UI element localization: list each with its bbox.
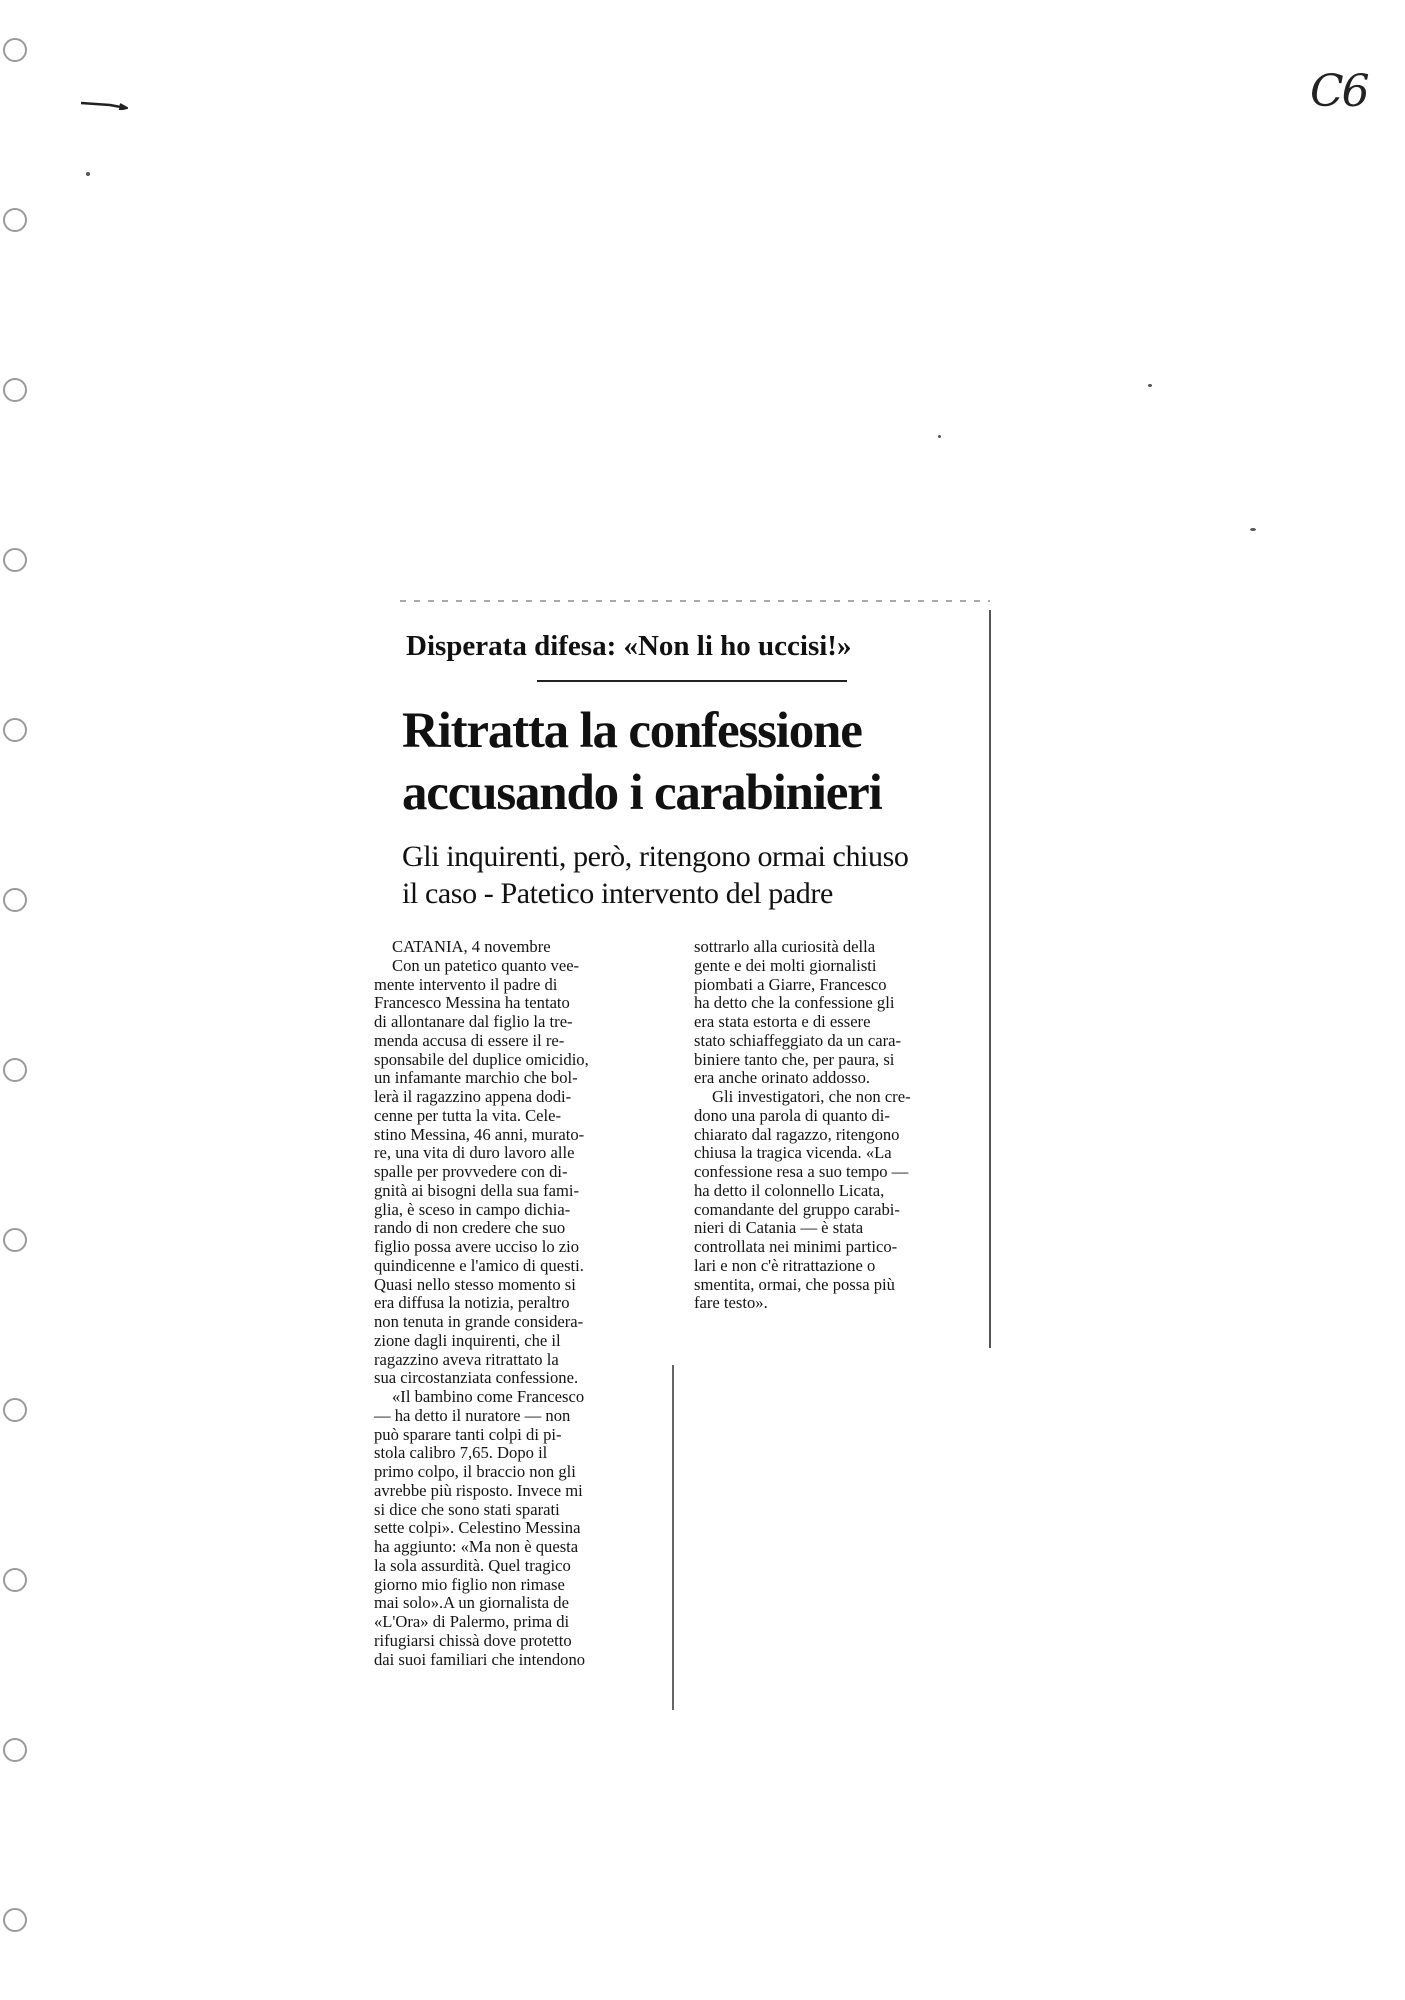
- text-line: stino Messina, 46 anni, murato-: [374, 1124, 585, 1144]
- article-headline: [402, 700, 994, 824]
- text-line: — ha detto il nuratore — non: [374, 1405, 571, 1425]
- text-line: «Il bambino come Francesco: [392, 1387, 585, 1406]
- text-line: lari e non c'è ritrattazione o: [694, 1255, 876, 1275]
- punch-hole: [3, 548, 27, 572]
- article-column-2: [694, 938, 984, 1313]
- text-line: fare testo».: [694, 1293, 768, 1313]
- punch-hole: [3, 1568, 27, 1592]
- subhead-line: Gli inquirenti, però, ritengono ormai chiuso: [402, 840, 909, 873]
- text-line: stato schiaffeggiato da un cara-: [694, 1030, 902, 1050]
- text-line: zione dagli inquirenti, che il: [374, 1330, 561, 1350]
- speck: [1148, 384, 1152, 387]
- page-number-mark: C6: [1310, 66, 1368, 117]
- text-line: stola calibro 7,65. Dopo il: [374, 1443, 548, 1463]
- pen-mark-icon: [80, 100, 128, 110]
- text-line: sponsabile del duplice omicidio,: [374, 1049, 589, 1069]
- text-line: era stata estorta e di essere: [694, 1012, 871, 1031]
- text-line: di allontanare dal figlio la tre-: [374, 1012, 573, 1031]
- subhead-line: il caso - Patetico intervento del padre: [402, 877, 833, 910]
- punch-hole: [3, 1228, 27, 1252]
- text-line: chiarato dal ragazzo, ritengono: [694, 1124, 900, 1144]
- text-line: può sparare tanti colpi di pi-: [374, 1424, 562, 1444]
- text-line: sottrarlo alla curiosità della: [694, 937, 876, 956]
- text-line: spalle per provvedere con di-: [374, 1162, 568, 1181]
- headline-line: Ritratta la confessione: [402, 703, 862, 759]
- text-line: biniere tanto che, per paura, si: [694, 1049, 895, 1069]
- text-line: lerà il ragazzino appena dodi-: [374, 1087, 572, 1106]
- text-line: un infamante marchio che bol-: [374, 1068, 578, 1088]
- text-line: chiusa la tragica vicenda. «La: [694, 1143, 892, 1163]
- text-line: era diffusa la notizia, peraltro: [374, 1293, 570, 1313]
- punch-hole: [3, 38, 27, 62]
- article-subhead: [402, 838, 994, 912]
- punch-hole: [3, 1058, 27, 1082]
- text-line: Con un patetico quanto vee-: [392, 955, 580, 975]
- text-line: nieri di Catania — è stata: [694, 1218, 864, 1238]
- speck: [1250, 528, 1256, 531]
- text-line: sette colpi». Celestino Messina: [374, 1518, 581, 1538]
- text-line: la sola assurdità. Quel tragico: [374, 1555, 571, 1575]
- text-line: mai solo».A un giornalista de: [374, 1593, 569, 1613]
- text-line: gente e dei molti giornalisti: [694, 955, 877, 975]
- text-line: non tenuta in grande considera-: [374, 1312, 584, 1331]
- text-line: Gli investigatori, che non cre-: [712, 1087, 911, 1106]
- text-line: CATANIA, 4 novembre: [392, 937, 551, 956]
- article-kicker: Disperata difesa: «Non li ho uccisi!»: [406, 630, 852, 662]
- clipping-top-edge: [400, 600, 990, 602]
- text-line: dono una parola di quanto di-: [694, 1105, 890, 1125]
- text-line: ha detto il colonnello Licata,: [694, 1180, 885, 1200]
- text-line: Francesco Messina ha tentato: [374, 993, 570, 1013]
- text-line: glia, è sceso in campo dichia-: [374, 1199, 571, 1219]
- text-line: piombati a Giarre, Francesco: [694, 974, 887, 994]
- punch-hole: [3, 1398, 27, 1422]
- text-line: confessione resa a suo tempo —: [694, 1162, 909, 1181]
- punch-hole: [3, 378, 27, 402]
- text-line: rando di non credere che suo: [374, 1218, 566, 1238]
- speck: [938, 435, 941, 438]
- text-line: Quasi nello stesso momento si: [374, 1274, 576, 1294]
- punch-hole: [3, 1908, 27, 1932]
- text-line: comandante del gruppo carabi-: [694, 1199, 900, 1219]
- article-column-1: [374, 938, 664, 1669]
- headline-line: accusando i carabinieri: [402, 765, 882, 821]
- text-line: sua circostanziata confessione.: [374, 1368, 579, 1388]
- text-line: era anche orinato addosso.: [694, 1068, 871, 1088]
- text-line: ha aggiunto: «Ma non è questa: [374, 1537, 579, 1556]
- text-line: giorno mio figlio non rimase: [374, 1574, 565, 1594]
- text-line: ha detto che la confessione gli: [694, 993, 895, 1013]
- punch-hole: [3, 888, 27, 912]
- text-line: dai suoi familiari che intendono: [374, 1649, 586, 1669]
- text-line: cenne per tutta la vita. Cele-: [374, 1105, 562, 1125]
- text-line: menda accusa di essere il re-: [374, 1030, 565, 1050]
- text-line: «L'Ora» di Palermo, prima di: [374, 1612, 570, 1631]
- punch-hole: [3, 1738, 27, 1762]
- clipping-edge: [672, 1365, 674, 1710]
- text-line: avrebbe più risposto. Invece mi: [374, 1480, 583, 1500]
- text-line: primo colpo, il braccio non gli: [374, 1462, 576, 1481]
- punch-hole: [3, 718, 27, 742]
- text-line: si dice che sono stati sparati: [374, 1499, 560, 1519]
- punch-hole: [3, 208, 27, 232]
- text-line: smentita, ormai, che possa più: [694, 1274, 895, 1294]
- kicker-rule: [537, 680, 847, 682]
- text-line: mente intervento il padre di: [374, 974, 558, 994]
- speck: [86, 172, 90, 176]
- text-line: quindicenne e l'amico di questi.: [374, 1255, 584, 1275]
- text-line: re, una vita di duro lavoro alle: [374, 1143, 575, 1163]
- text-line: rifugiarsi chissà dove protetto: [374, 1630, 572, 1650]
- text-line: ragazzino aveva ritrattato la: [374, 1349, 559, 1369]
- text-line: gnità ai bisogni della sua fami-: [374, 1180, 580, 1200]
- text-line: figlio possa avere ucciso lo zio: [374, 1237, 580, 1256]
- text-line: controllata nei minimi partico-: [694, 1237, 898, 1256]
